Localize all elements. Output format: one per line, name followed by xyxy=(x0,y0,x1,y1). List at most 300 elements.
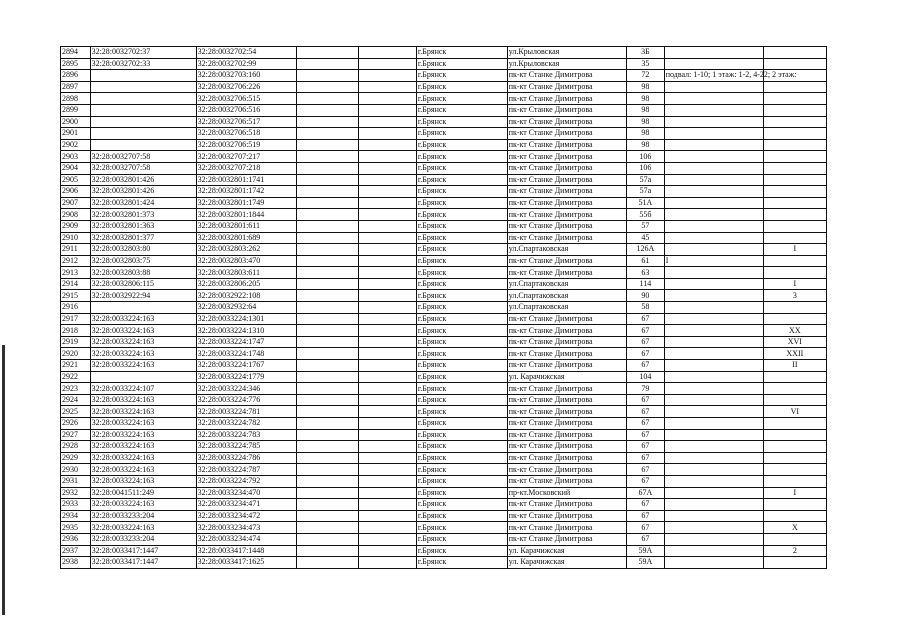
object-cadastral-number-cell: 32:28:0032932:64 xyxy=(196,302,296,314)
empty-cell xyxy=(296,174,358,186)
table-row xyxy=(61,452,827,464)
premises-note-cell xyxy=(664,197,763,209)
object-cadastral-number-cell: 32:28:0033224:785 xyxy=(196,441,296,453)
object-cadastral-number-cell: 32:28:0032706:226 xyxy=(196,81,296,93)
room-number-cell xyxy=(763,162,826,174)
object-cadastral-number-cell: 32:28:0032706:516 xyxy=(196,104,296,116)
empty-cell xyxy=(296,499,358,511)
land-cadastral-number-cell: 32:28:0032702:33 xyxy=(90,58,196,70)
room-number-cell: VI xyxy=(763,406,826,418)
empty-cell xyxy=(296,104,358,116)
row-number-cell: 2911 xyxy=(61,244,91,256)
room-number-cell xyxy=(763,174,826,186)
object-cadastral-number-cell: 32:28:0033224:787 xyxy=(196,464,296,476)
object-cadastral-number-cell: 32:28:0033224:1310 xyxy=(196,325,296,337)
empty-cell xyxy=(358,151,416,163)
premises-note-cell xyxy=(664,336,763,348)
empty-cell xyxy=(358,429,416,441)
room-number-cell xyxy=(763,47,826,59)
premises-note-cell xyxy=(664,418,763,430)
land-cadastral-number-cell: 32:28:0033224:163 xyxy=(90,429,196,441)
house-number-cell: 114 xyxy=(627,278,665,290)
premises-note-cell xyxy=(664,487,763,499)
object-cadastral-number-cell: 32:28:0033224:1301 xyxy=(196,313,296,325)
room-number-cell xyxy=(763,58,826,70)
row-number-cell: 2904 xyxy=(61,162,91,174)
house-number-cell: 67 xyxy=(627,429,665,441)
empty-cell xyxy=(358,348,416,360)
land-cadastral-number-cell: 32:28:0032922:94 xyxy=(90,290,196,302)
empty-cell xyxy=(296,139,358,151)
street-cell: ул.Крыловская xyxy=(507,58,626,70)
street-cell: пк-кт Станке Димитрова xyxy=(507,174,626,186)
room-number-cell xyxy=(763,418,826,430)
empty-cell xyxy=(358,209,416,221)
room-number-cell xyxy=(763,557,826,569)
house-number-cell: 67 xyxy=(627,336,665,348)
row-number-cell: 2895 xyxy=(61,58,91,70)
premises-note-cell xyxy=(664,406,763,418)
premises-note-cell xyxy=(664,93,763,105)
row-number-cell: 2928 xyxy=(61,441,91,453)
city-cell: г.Брянск xyxy=(416,348,507,360)
premises-note-cell xyxy=(664,186,763,198)
street-cell: пк-кт Станке Димитрова xyxy=(507,151,626,163)
land-cadastral-number-cell: 32:28:0032707:58 xyxy=(90,162,196,174)
land-cadastral-number-cell: 32:28:0032801:426 xyxy=(90,174,196,186)
object-cadastral-number-cell: 32:28:0032801:1742 xyxy=(196,186,296,198)
land-cadastral-number-cell xyxy=(90,371,196,383)
object-cadastral-number-cell: 32:28:0033224:1779 xyxy=(196,371,296,383)
street-cell: пк-кт Станке Димитрова xyxy=(507,220,626,232)
table-row xyxy=(61,128,827,140)
street-cell: пк-кт Станке Димитрова xyxy=(507,336,626,348)
street-cell: пк-кт Станке Димитрова xyxy=(507,464,626,476)
room-number-cell xyxy=(763,232,826,244)
object-cadastral-number-cell: 32:28:0032801:1844 xyxy=(196,209,296,221)
row-number-cell: 2933 xyxy=(61,499,91,511)
table-row xyxy=(61,406,827,418)
object-cadastral-number-cell: 32:28:0032801:611 xyxy=(196,220,296,232)
object-cadastral-number-cell: 32:28:0033234:472 xyxy=(196,510,296,522)
empty-cell xyxy=(358,464,416,476)
premises-note-cell: I xyxy=(664,255,763,267)
row-number-cell: 2927 xyxy=(61,429,91,441)
table-row xyxy=(61,47,827,59)
row-number-cell: 2912 xyxy=(61,255,91,267)
empty-cell xyxy=(358,278,416,290)
city-cell: г.Брянск xyxy=(416,487,507,499)
table-row xyxy=(61,348,827,360)
row-number-cell: 2926 xyxy=(61,418,91,430)
row-number-cell: 2908 xyxy=(61,209,91,221)
table-row xyxy=(61,81,827,93)
street-cell: пк-кт Станке Димитрова xyxy=(507,441,626,453)
table-row xyxy=(61,162,827,174)
street-cell: пк-кт Станке Димитрова xyxy=(507,429,626,441)
empty-cell xyxy=(296,371,358,383)
premises-note-cell xyxy=(664,128,763,140)
object-cadastral-number-cell: 32:28:0033224:1767 xyxy=(196,360,296,372)
premises-note-cell xyxy=(664,209,763,221)
row-number-cell: 2920 xyxy=(61,348,91,360)
street-cell: пк-кт Станке Димитрова xyxy=(507,452,626,464)
row-number-cell: 2921 xyxy=(61,360,91,372)
row-number-cell: 2934 xyxy=(61,510,91,522)
object-cadastral-number-cell: 32:28:0033234:473 xyxy=(196,522,296,534)
city-cell: г.Брянск xyxy=(416,557,507,569)
city-cell: г.Брянск xyxy=(416,139,507,151)
object-cadastral-number-cell: 32:28:0032706:518 xyxy=(196,128,296,140)
street-cell: пк-кт Станке Димитрова xyxy=(507,325,626,337)
street-cell: пк-кт Станке Димитрова xyxy=(507,116,626,128)
empty-cell xyxy=(358,325,416,337)
premises-note-cell xyxy=(664,302,763,314)
row-number-cell: 2898 xyxy=(61,93,91,105)
house-number-cell: 58 xyxy=(627,302,665,314)
city-cell: г.Брянск xyxy=(416,290,507,302)
object-cadastral-number-cell: 32:28:0033234:470 xyxy=(196,487,296,499)
land-cadastral-number-cell: 32:28:0033224:163 xyxy=(90,336,196,348)
room-number-cell xyxy=(763,104,826,116)
house-number-cell: 67 xyxy=(627,452,665,464)
room-number-cell xyxy=(763,510,826,522)
premises-note-cell xyxy=(664,139,763,151)
land-cadastral-number-cell xyxy=(90,302,196,314)
object-cadastral-number-cell: 32:28:0033234:471 xyxy=(196,499,296,511)
table-row xyxy=(61,510,827,522)
room-number-cell xyxy=(763,475,826,487)
object-cadastral-number-cell: 32:28:0032801:689 xyxy=(196,232,296,244)
street-cell: пк-кт Станке Димитрова xyxy=(507,348,626,360)
room-number-cell: 3 xyxy=(763,290,826,302)
row-number-cell: 2910 xyxy=(61,232,91,244)
empty-cell xyxy=(296,197,358,209)
land-cadastral-number-cell: 32:28:0033224:163 xyxy=(90,394,196,406)
room-number-cell xyxy=(763,220,826,232)
street-cell: ул.Спартаковская xyxy=(507,278,626,290)
city-cell: г.Брянск xyxy=(416,278,507,290)
empty-cell xyxy=(358,162,416,174)
house-number-cell: 72 xyxy=(627,70,665,82)
object-cadastral-number-cell: 32:28:0033417:1448 xyxy=(196,545,296,557)
table-row xyxy=(61,186,827,198)
object-cadastral-number-cell: 32:28:0032707:218 xyxy=(196,162,296,174)
premises-note-cell xyxy=(664,360,763,372)
empty-cell xyxy=(296,302,358,314)
row-number-cell: 2900 xyxy=(61,116,91,128)
row-number-cell: 2918 xyxy=(61,325,91,337)
room-number-cell xyxy=(763,533,826,545)
room-number-cell xyxy=(763,394,826,406)
table-row xyxy=(61,267,827,279)
city-cell: г.Брянск xyxy=(416,371,507,383)
object-cadastral-number-cell: 32:28:0033224:776 xyxy=(196,394,296,406)
land-cadastral-number-cell: 32:28:0032806:115 xyxy=(90,278,196,290)
object-cadastral-number-cell: 32:28:0032803:262 xyxy=(196,244,296,256)
city-cell: г.Брянск xyxy=(416,313,507,325)
property-registry-table xyxy=(60,46,827,569)
empty-cell xyxy=(296,128,358,140)
empty-cell xyxy=(358,232,416,244)
city-cell: г.Брянск xyxy=(416,255,507,267)
room-number-cell xyxy=(763,302,826,314)
registry-table-body xyxy=(61,47,827,569)
land-cadastral-number-cell: 32:28:0033224:163 xyxy=(90,452,196,464)
land-cadastral-number-cell xyxy=(90,70,196,82)
premises-note-cell xyxy=(664,116,763,128)
object-cadastral-number-cell: 32:28:0032803:470 xyxy=(196,255,296,267)
table-row xyxy=(61,394,827,406)
house-number-cell: 67А xyxy=(627,487,665,499)
table-row xyxy=(61,441,827,453)
table-row xyxy=(61,522,827,534)
row-number-cell: 2932 xyxy=(61,487,91,499)
premises-note-cell xyxy=(664,557,763,569)
room-number-cell: I xyxy=(763,244,826,256)
house-number-cell: 67 xyxy=(627,360,665,372)
row-number-cell: 2935 xyxy=(61,522,91,534)
empty-cell xyxy=(296,209,358,221)
premises-note-cell xyxy=(664,267,763,279)
row-number-cell: 2913 xyxy=(61,267,91,279)
empty-cell xyxy=(296,348,358,360)
table-row xyxy=(61,220,827,232)
street-cell: ул.Спартаковская xyxy=(507,290,626,302)
empty-cell xyxy=(358,220,416,232)
premises-note-cell xyxy=(664,522,763,534)
city-cell: г.Брянск xyxy=(416,452,507,464)
land-cadastral-number-cell: 32:28:0033224:163 xyxy=(90,475,196,487)
land-cadastral-number-cell xyxy=(90,93,196,105)
room-number-cell xyxy=(763,441,826,453)
room-number-cell: 2 xyxy=(763,545,826,557)
land-cadastral-number-cell: 32:28:0033233:204 xyxy=(90,510,196,522)
house-number-cell: 67 xyxy=(627,325,665,337)
house-number-cell: 67 xyxy=(627,499,665,511)
land-cadastral-number-cell: 32:28:0032801:426 xyxy=(90,186,196,198)
street-cell: ул. Карачижская xyxy=(507,545,626,557)
empty-cell xyxy=(296,452,358,464)
land-cadastral-number-cell: 32:28:0033224:107 xyxy=(90,383,196,395)
premises-note-cell: подвал: 1-10; 1 этаж: 1-2, 4-22; 2 этаж: xyxy=(665,70,797,80)
table-row xyxy=(61,58,827,70)
empty-cell xyxy=(296,162,358,174)
room-number-cell xyxy=(763,452,826,464)
row-number-cell: 2922 xyxy=(61,371,91,383)
city-cell: г.Брянск xyxy=(416,406,507,418)
street-cell: пк-кт Станке Димитрова xyxy=(507,186,626,198)
empty-cell xyxy=(296,70,358,82)
street-cell: пк-кт Станке Димитрова xyxy=(507,232,626,244)
city-cell: г.Брянск xyxy=(416,81,507,93)
empty-cell xyxy=(358,510,416,522)
empty-cell xyxy=(358,475,416,487)
street-cell: пк-кт Станке Димитрова xyxy=(507,383,626,395)
row-number-cell: 2903 xyxy=(61,151,91,163)
room-number-cell xyxy=(763,313,826,325)
land-cadastral-number-cell: 32:28:0033224:163 xyxy=(90,360,196,372)
empty-cell xyxy=(358,93,416,105)
premises-note-cell xyxy=(664,47,763,59)
row-number-cell: 2937 xyxy=(61,545,91,557)
land-cadastral-number-cell: 32:28:0033224:163 xyxy=(90,406,196,418)
land-cadastral-number-cell xyxy=(90,116,196,128)
premises-note-cell xyxy=(664,220,763,232)
premises-note-cell xyxy=(664,278,763,290)
land-cadastral-number-cell: 32:28:0033417:1447 xyxy=(90,557,196,569)
city-cell: г.Брянск xyxy=(416,162,507,174)
house-number-cell: 57 xyxy=(627,220,665,232)
room-number-cell xyxy=(763,186,826,198)
street-cell: ул.Спартаковская xyxy=(507,302,626,314)
empty-cell xyxy=(296,475,358,487)
premises-note-cell xyxy=(664,533,763,545)
empty-cell xyxy=(296,232,358,244)
table-row xyxy=(61,429,827,441)
house-number-cell: 61 xyxy=(627,255,665,267)
street-cell: пк-кт Станке Димитрова xyxy=(507,162,626,174)
house-number-cell: 35 xyxy=(627,58,665,70)
land-cadastral-number-cell xyxy=(90,81,196,93)
room-number-cell xyxy=(763,139,826,151)
empty-cell xyxy=(358,336,416,348)
house-number-cell: 57а xyxy=(627,186,665,198)
room-number-cell xyxy=(763,499,826,511)
city-cell: г.Брянск xyxy=(416,499,507,511)
object-cadastral-number-cell: 32:28:0033224:1748 xyxy=(196,348,296,360)
city-cell: г.Брянск xyxy=(416,220,507,232)
empty-cell xyxy=(358,174,416,186)
street-cell: пк-кт Станке Димитрова xyxy=(507,128,626,140)
empty-cell xyxy=(358,452,416,464)
city-cell: г.Брянск xyxy=(416,429,507,441)
land-cadastral-number-cell: 32:28:0033224:163 xyxy=(90,348,196,360)
table-row xyxy=(61,104,827,116)
room-number-cell: I xyxy=(763,487,826,499)
premises-note-cell xyxy=(664,371,763,383)
house-number-cell: 98 xyxy=(627,104,665,116)
empty-cell xyxy=(296,336,358,348)
empty-cell xyxy=(296,418,358,430)
empty-cell xyxy=(296,383,358,395)
street-cell: пк-кт Станке Димитрова xyxy=(507,313,626,325)
street-cell: пк-кт Станке Димитрова xyxy=(507,81,626,93)
premises-note-cell xyxy=(664,499,763,511)
empty-cell xyxy=(296,545,358,557)
house-number-cell: 59А xyxy=(627,545,665,557)
empty-cell xyxy=(358,197,416,209)
table-row xyxy=(61,371,827,383)
empty-cell xyxy=(358,104,416,116)
land-cadastral-number-cell: 32:28:0033224:163 xyxy=(90,418,196,430)
table-row xyxy=(61,475,827,487)
row-number-cell: 2902 xyxy=(61,139,91,151)
empty-cell xyxy=(358,290,416,302)
table-row xyxy=(61,116,827,128)
room-number-cell: XXII xyxy=(763,348,826,360)
premises-note-cell xyxy=(664,464,763,476)
premises-note-cell xyxy=(664,475,763,487)
empty-cell xyxy=(296,464,358,476)
premises-note-cell xyxy=(664,162,763,174)
city-cell: г.Брянск xyxy=(416,510,507,522)
land-cadastral-number-cell: 32:28:0033233:204 xyxy=(90,533,196,545)
room-number-cell xyxy=(763,197,826,209)
empty-cell xyxy=(358,441,416,453)
street-cell: пк-кт Станке Димитрова xyxy=(507,209,626,221)
land-cadastral-number-cell: 32:28:0033417:1447 xyxy=(90,545,196,557)
row-number-cell: 2930 xyxy=(61,464,91,476)
house-number-cell: 90 xyxy=(627,290,665,302)
room-number-cell xyxy=(763,429,826,441)
empty-cell xyxy=(296,58,358,70)
city-cell: г.Брянск xyxy=(416,174,507,186)
row-number-cell: 2897 xyxy=(61,81,91,93)
city-cell: г.Брянск xyxy=(416,267,507,279)
table-row xyxy=(61,255,827,267)
table-row xyxy=(61,487,827,499)
house-number-cell: 67 xyxy=(627,418,665,430)
room-number-cell xyxy=(763,464,826,476)
empty-cell xyxy=(358,522,416,534)
land-cadastral-number-cell: 32:28:0032801:373 xyxy=(90,209,196,221)
empty-cell xyxy=(358,487,416,499)
land-cadastral-number-cell xyxy=(90,139,196,151)
premises-note-cell xyxy=(664,313,763,325)
premises-note-cell xyxy=(664,174,763,186)
table-row xyxy=(61,93,827,105)
room-number-cell xyxy=(763,151,826,163)
empty-cell xyxy=(358,139,416,151)
table-row xyxy=(61,302,827,314)
house-number-cell: 63 xyxy=(627,267,665,279)
city-cell: г.Брянск xyxy=(416,58,507,70)
house-number-cell: 51А xyxy=(627,197,665,209)
empty-cell xyxy=(296,510,358,522)
city-cell: г.Брянск xyxy=(416,128,507,140)
house-number-cell: 57а xyxy=(627,174,665,186)
street-cell: пк-кт Станке Димитрова xyxy=(507,406,626,418)
empty-cell xyxy=(296,487,358,499)
row-number-cell: 2907 xyxy=(61,197,91,209)
room-number-cell xyxy=(763,371,826,383)
object-cadastral-number-cell: 32:28:0033224:782 xyxy=(196,418,296,430)
object-cadastral-number-cell: 32:28:0032702:54 xyxy=(196,47,296,59)
street-cell: пк-кт Станке Димитрова xyxy=(507,522,626,534)
table-row xyxy=(61,533,827,545)
house-number-cell: 67 xyxy=(627,348,665,360)
city-cell: г.Брянск xyxy=(416,464,507,476)
object-cadastral-number-cell: 32:28:0032806:205 xyxy=(196,278,296,290)
empty-cell xyxy=(358,394,416,406)
room-number-cell: XX xyxy=(763,325,826,337)
empty-cell xyxy=(296,151,358,163)
land-cadastral-number-cell: 32:28:0032803:75 xyxy=(90,255,196,267)
house-number-cell: 104 xyxy=(627,371,665,383)
premises-note-cell xyxy=(664,452,763,464)
row-number-cell: 2924 xyxy=(61,394,91,406)
empty-cell xyxy=(296,278,358,290)
empty-cell xyxy=(296,93,358,105)
house-number-cell: 98 xyxy=(627,128,665,140)
empty-cell xyxy=(296,313,358,325)
object-cadastral-number-cell: 32:28:0033224:783 xyxy=(196,429,296,441)
table-row xyxy=(61,244,827,256)
city-cell: г.Брянск xyxy=(416,418,507,430)
empty-cell xyxy=(358,533,416,545)
premises-note-cell xyxy=(664,104,763,116)
